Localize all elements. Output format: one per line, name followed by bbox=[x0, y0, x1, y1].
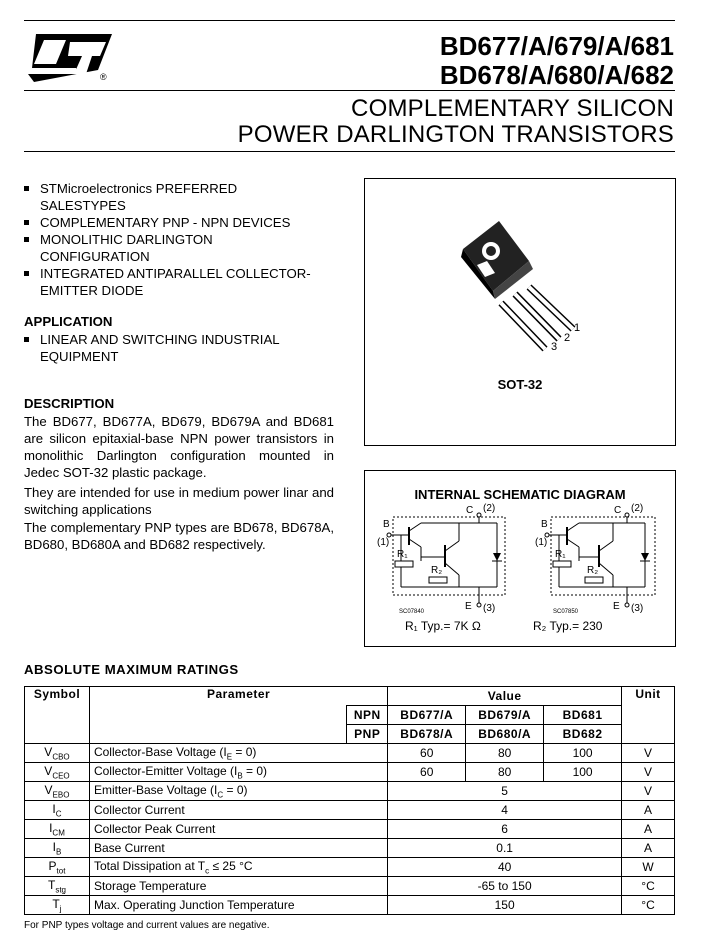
emitter-pin-label: (3) bbox=[631, 603, 644, 614]
collector-pin-label: (2) bbox=[483, 503, 496, 514]
table-row bbox=[25, 896, 675, 915]
schematic-npn bbox=[379, 505, 519, 640]
symbol-cell: $V_{EBO}$ bbox=[25, 782, 90, 801]
table-row bbox=[25, 877, 675, 896]
value-cell: 6 bbox=[388, 820, 622, 839]
value-cell: 60 bbox=[388, 744, 466, 763]
npn-part-1: BD677/A bbox=[388, 706, 466, 725]
bullet-icon bbox=[24, 220, 29, 225]
description-paragraph-1: The BD677, BD677A, BD679, BD679A and BD681 are silicon epitaxial-base NPN power transistors in monolithic Darlington configuration mounted in Jedec SOT-32 plastic package. bbox=[24, 414, 334, 480]
table-row bbox=[25, 744, 675, 763]
unit-cell: A bbox=[622, 801, 675, 820]
value-cell: 150 bbox=[388, 896, 622, 915]
schematic-title: INTERNAL SCHEMATIC DIAGRAM bbox=[414, 487, 626, 502]
emitter-label: E bbox=[465, 601, 472, 612]
r2-label: R₂ bbox=[587, 565, 599, 576]
emitter-pin-label: (3) bbox=[483, 603, 496, 614]
document-subtitle bbox=[238, 96, 674, 148]
pin-2-label: 2 bbox=[564, 332, 571, 344]
parameter-cell: Collector Peak Current bbox=[89, 820, 387, 839]
r1-label: R₁ bbox=[397, 549, 408, 560]
feature-item: COMPLEMENTARY PNP - NPN DEVICES bbox=[24, 214, 324, 231]
parameter-cell: Emitter-Base Voltage $(I_C = 0)$ bbox=[89, 782, 387, 801]
parameter-cell: Max. Operating Junction Temperature bbox=[89, 896, 387, 915]
unit-cell: °C bbox=[622, 877, 675, 896]
drawing-code: SC07850 bbox=[553, 609, 579, 615]
part-numbers bbox=[440, 32, 674, 90]
parameter-cell: Total Dissipation at $T_c \le 25$ °C bbox=[89, 858, 387, 877]
bullet-icon bbox=[24, 271, 29, 276]
value-cell: 0.1 bbox=[388, 839, 622, 858]
description-paragraph-3: The complementary PNP types are BD678, BD678A, BD680, BD680A and BD682 respectively. bbox=[24, 520, 334, 552]
feature-item: MONOLITHIC DARLINGTON CONFIGURATION bbox=[24, 231, 324, 265]
r2-label: R₂ bbox=[431, 565, 443, 576]
schematic-figure bbox=[364, 470, 676, 647]
collector-label: C bbox=[466, 505, 474, 516]
base-label: B bbox=[383, 519, 390, 530]
part-line-1: BD677/A/679/A/681 bbox=[439, 31, 674, 61]
value-cell: -65 to 150 bbox=[388, 877, 622, 896]
parameter-cell: Base Current bbox=[89, 839, 387, 858]
pnp-part-3: BD682 bbox=[544, 725, 622, 744]
pnp-part-2: BD680/A bbox=[466, 725, 544, 744]
application-list bbox=[24, 331, 324, 365]
registered-mark: ® bbox=[100, 72, 107, 82]
parameter-cell: Collector-Emitter Voltage $(I_B = 0)$ bbox=[89, 763, 387, 782]
symbol-header: Symbol bbox=[25, 687, 90, 744]
table-header-row bbox=[25, 687, 675, 706]
unit-cell: A bbox=[622, 820, 675, 839]
bullet-icon bbox=[24, 337, 29, 342]
feature-item: INTEGRATED ANTIPARALLEL COLLECTOR-EMITTER DIODE bbox=[24, 265, 324, 299]
symbol-cell: $I_B$ bbox=[25, 839, 90, 858]
schematic-caption-left: R₁ Typ.= 7K Ω bbox=[405, 619, 481, 633]
bullet-icon bbox=[24, 237, 29, 242]
r1-label: R₁ bbox=[555, 549, 566, 560]
ratings-body bbox=[25, 744, 675, 915]
bullet-icon bbox=[24, 186, 29, 191]
application-item: LINEAR AND SWITCHING INDUSTRIAL EQUIPMENT bbox=[24, 331, 324, 365]
pnp-label: PNP bbox=[347, 725, 388, 744]
unit-cell: °C bbox=[622, 896, 675, 915]
pnp-circuit-diagram bbox=[537, 505, 677, 615]
symbol-cell: $T_{stg}$ bbox=[25, 877, 90, 896]
ratings-heading: ABSOLUTE MAXIMUM RATINGS bbox=[24, 662, 239, 677]
unit-cell: A bbox=[622, 839, 675, 858]
value-header: Value bbox=[388, 687, 622, 706]
description-heading: DESCRIPTION bbox=[24, 396, 115, 411]
feature-list bbox=[24, 180, 324, 299]
value-cell: 80 bbox=[466, 744, 544, 763]
base-label: B bbox=[541, 519, 548, 530]
pnp-row bbox=[25, 725, 675, 744]
pin-3-label: 3 bbox=[551, 341, 558, 353]
value-cell: 100 bbox=[544, 763, 622, 782]
npn-part-3: BD681 bbox=[544, 706, 622, 725]
schematic-pnp bbox=[533, 503, 677, 640]
symbol-cell: $V_{CEO}$ bbox=[25, 763, 90, 782]
table-row bbox=[25, 801, 675, 820]
table-row bbox=[25, 763, 675, 782]
package-name: SOT-32 bbox=[497, 377, 543, 392]
npn-circuit-diagram bbox=[379, 505, 519, 615]
parameter-header: Parameter bbox=[89, 687, 387, 706]
subtitle-line-2: POWER DARLINGTON TRANSISTORS bbox=[237, 121, 674, 148]
base-pin-label: (1) bbox=[535, 537, 548, 548]
value-cell: 4 bbox=[388, 801, 622, 820]
unit-cell: W bbox=[622, 858, 675, 877]
application-heading: APPLICATION bbox=[24, 314, 113, 329]
unit-cell: V bbox=[622, 782, 675, 801]
value-cell: 5 bbox=[388, 782, 622, 801]
st-logo bbox=[26, 30, 116, 86]
table-row bbox=[25, 839, 675, 858]
drawing-code: SC07840 bbox=[399, 609, 425, 615]
parameter-cell: Collector Current bbox=[89, 801, 387, 820]
table-row bbox=[25, 782, 675, 801]
symbol-cell: $I_{CM}$ bbox=[25, 820, 90, 839]
npn-row bbox=[25, 706, 675, 725]
table-row bbox=[25, 858, 675, 877]
unit-header: Unit bbox=[622, 687, 675, 744]
pnp-part-1: BD678/A bbox=[388, 725, 466, 744]
table-row bbox=[25, 820, 675, 839]
value-cell: 100 bbox=[544, 744, 622, 763]
collector-label: C bbox=[614, 505, 622, 516]
feature-item: STMicroelectronics PREFERRED SALESTYPES bbox=[24, 180, 324, 214]
collector-pin-label: (2) bbox=[631, 503, 644, 514]
subtitle-line-1: COMPLEMENTARY SILICON bbox=[351, 95, 674, 122]
parameter-cell: Storage Temperature bbox=[89, 877, 387, 896]
symbol-cell: $P_{tot}$ bbox=[25, 858, 90, 877]
parameter-cell: Collector-Base Voltage $(I_E = 0)$ bbox=[89, 744, 387, 763]
schematic-caption-right: R₂ Typ.= 230 bbox=[533, 619, 603, 633]
npn-label: NPN bbox=[347, 706, 388, 725]
pin-1-label: 1 bbox=[574, 322, 581, 334]
absolute-maximum-ratings-table bbox=[24, 686, 675, 915]
part-line-2: BD678/A/680/A/682 bbox=[439, 60, 674, 90]
emitter-label: E bbox=[613, 601, 620, 612]
symbol-cell: $I_C$ bbox=[25, 801, 90, 820]
value-cell: 40 bbox=[388, 858, 622, 877]
unit-cell: V bbox=[622, 744, 675, 763]
base-pin-label: (1) bbox=[377, 537, 390, 548]
ratings-footnote: For PNP types voltage and current values are negative. bbox=[24, 920, 270, 931]
package-figure bbox=[364, 178, 676, 446]
sot32-package-drawing bbox=[365, 199, 675, 389]
symbol-cell: $V_{CBO}$ bbox=[25, 744, 90, 763]
description-paragraph-2: They are intended for use in medium power linar and switching applications bbox=[24, 485, 334, 517]
value-cell: 80 bbox=[466, 763, 544, 782]
symbol-cell: $T_j$ bbox=[25, 896, 90, 915]
value-cell: 60 bbox=[388, 763, 466, 782]
npn-part-2: BD679/A bbox=[466, 706, 544, 725]
unit-cell: V bbox=[622, 763, 675, 782]
